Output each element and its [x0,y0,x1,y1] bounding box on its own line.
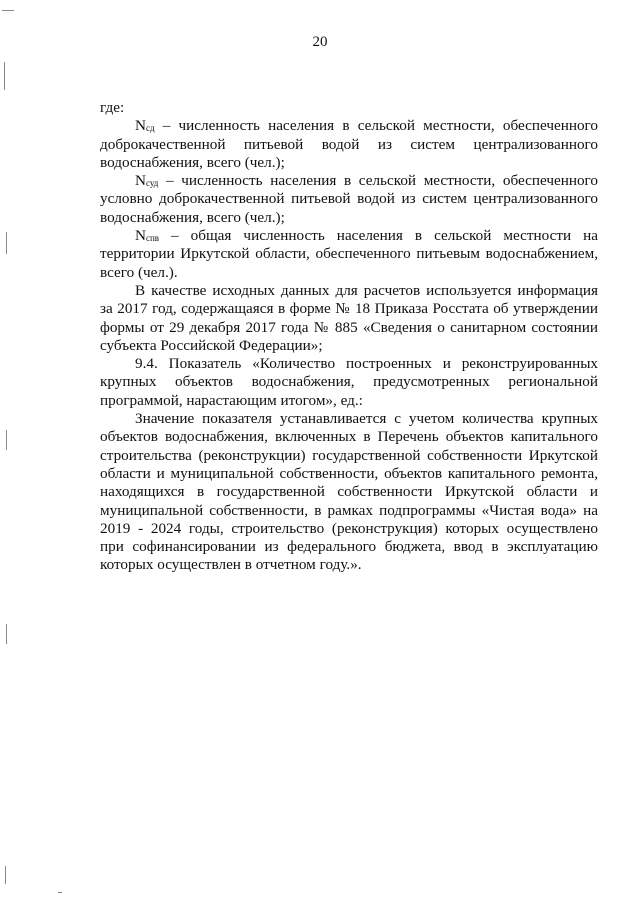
scan-edge-mark [6,430,7,450]
source-data-paragraph: В качестве исходных данных для расчетов используется информация за 2017 год, содержащаяся в форме № 18 Приказа Росстата об утверждении формы от 29 декабря 2017 года № 885 «Сведения о санитарном состоянии субъекта Российской Федерации»; [100,281,598,354]
where-label: где: [100,99,125,116]
scan-edge-mark [5,866,6,884]
definition-text: – численность населения в сельской местности, обеспеченного условно доброкачественной питьевой водой из систем централизованного водоснабжения, всего (чел.); [100,172,598,226]
scan-edge-mark [4,62,5,90]
definition-text: – численность населения в сельской местности, обеспеченного доброкачественной питьевой водой из систем централизованного водоснабжения, всего (чел.); [100,117,598,171]
scan-edge-mark [58,892,62,893]
document-body [100,99,598,575]
indicator-value-paragraph: Значение показателя устанавливается с учетом количества крупных объектов водоснабжения, включенных в Перечень объектов капитального строительства (реконструкции) государственной собственности Иркутской области и муниципальной собственности, объектов капитального ремонта, находящихся в государственной собственности Иркутской области и муниципальной собственности, в рамках подпрограммы «Чистая вода» на 2019 - 2024 годы, строительство (реконструкция) которых осуществлено при софинансировании из федерального бюджета, ввод в эксплуатацию которых осуществлен в отчетном году.». [100,410,598,574]
definition-symbol: N [135,227,146,245]
item-9-4-paragraph: 9.4. Показатель «Количество построенных и реконструированных крупных объектов водоснабжения, предусмотренных региональной программой, нарастающим итогом», ед.: [100,355,598,409]
scan-edge-mark [6,624,7,644]
scan-edge-mark [6,232,7,254]
definition-n-spv [100,227,598,282]
definition-text: – общая численность населения в сельской местности на территории Иркутской области, обеспеченного питьевым водоснабжением, всего (чел.). [100,227,598,281]
scan-edge-mark [2,10,14,11]
definition-n-sud [100,172,598,227]
definition-symbol: N [135,172,146,190]
page-number: 20 [312,34,328,50]
definition-symbol: N [135,117,146,135]
definition-subscript: суд [145,178,159,189]
definition-subscript: сд [145,123,155,134]
definition-n-sd [100,117,598,172]
definition-subscript: спв [145,233,160,244]
